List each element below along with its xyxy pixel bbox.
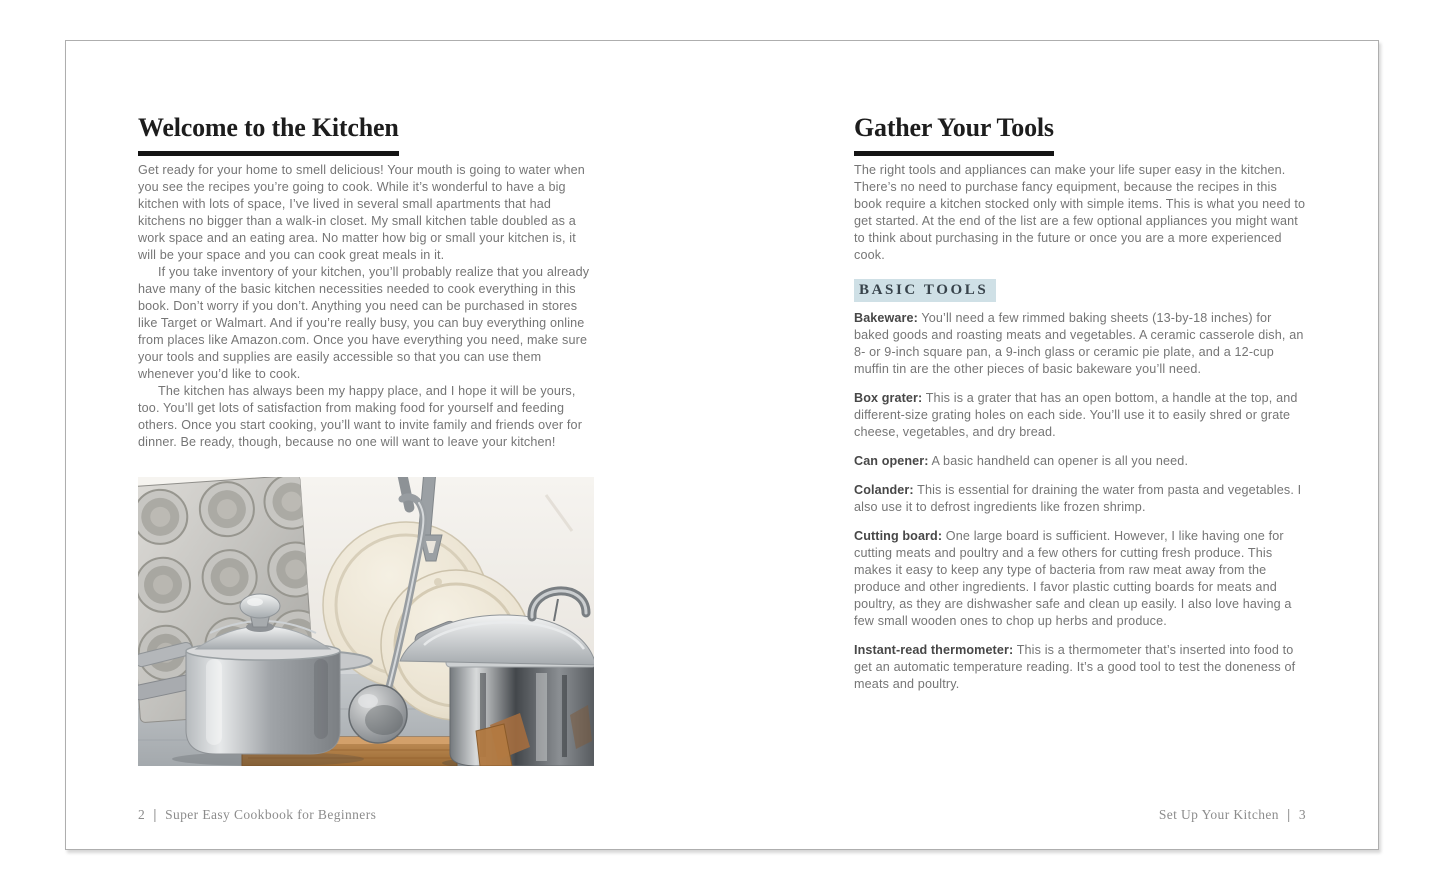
tool-description: This is a thermometer that’s inserted into food to get an automatic temperature reading. It’s a good tool to test the doneness of meats and poultry.	[854, 642, 1296, 691]
footer-left	[138, 807, 376, 823]
tool-description: A basic handheld can opener is all you need.	[931, 453, 1189, 468]
cookware-photo	[138, 477, 594, 766]
tool-description: This is essential for draining the water from pasta and vegetables. I also use it to defrost ingredients like frozen shrimp.	[854, 482, 1302, 514]
tool-label: Box grater:	[854, 390, 923, 405]
tool-description: You’ll need a few rimmed baking sheets (13-by-18 inches) for baked goods and roasting meats and vegetables. A ceramic casserole dish, an 8- or 9-inch square pan, a 9-inch glass or ceramic pie plate, and a 12-cup muffin tin are the other pieces of basic bakeware you’ll need.	[854, 310, 1304, 376]
page-number-right: 3	[1298, 807, 1306, 822]
book-spread	[65, 40, 1379, 850]
paragraph-intro: Get ready for your home to smell delicious! Your mouth is going to water when you see the recipes you’re going to cook. While it’s wonderful to have a big kitchen with lots of space, I’ve lived in several small apartments that had kitchens no bigger than a walk-in closet. My small kitchen table doubled as a work space and an eating area. No matter how big or small your kitchen is, it will be your space and you can cook great meals in it.	[138, 162, 585, 262]
page-title-left: Welcome to the Kitchen	[138, 113, 399, 156]
tool-label: Cutting board:	[854, 528, 943, 543]
page-left	[138, 113, 594, 451]
tool-item-box-grater	[854, 390, 1306, 441]
footer-divider: |	[1286, 807, 1291, 822]
tool-item-instant-read-thermometer	[854, 642, 1306, 693]
page-title-right: Gather Your Tools	[854, 113, 1054, 156]
tool-label: Instant-read thermometer:	[854, 642, 1014, 657]
chapter-title: Set Up Your Kitchen	[1158, 807, 1279, 822]
book-title: Super Easy Cookbook for Beginners	[165, 807, 377, 822]
tool-item-colander	[854, 482, 1306, 516]
page-number-left: 2	[138, 807, 146, 822]
paragraph-tools-intro: The right tools and appliances can make your life super easy in the kitchen. There’s no need to purchase fancy equipment, because the recipes in this book require a kitchen stocked only with simple items. This is what you need to get started. At the end of the list are a few optional appliances you might want to think about purchasing in the future or once you are a more experienced cook.	[854, 162, 1306, 262]
tool-item-cutting-board	[854, 528, 1306, 630]
tool-item-can-opener	[854, 453, 1306, 470]
footer-divider: |	[153, 807, 158, 822]
paragraph-inventory: If you take inventory of your kitchen, you’ll probably realize that you already have many of the basic kitchen necessities needed to cook everything in this book. Don’t worry if you don’t. Anything you need can be purchased in stores like Target or Walmart. And if you’re really busy, you can buy everything online from places like Amazon.com. Once you have everything you need, make sure your tools and supplies are easily accessible so that you can use them whenever you’d like to cook.	[138, 264, 590, 381]
tool-label: Bakeware:	[854, 310, 918, 325]
tool-label: Colander:	[854, 482, 914, 497]
tool-label: Can opener:	[854, 453, 929, 468]
tool-description: One large board is sufficient. However, I like having one for cutting meats and poultry and a few others for cutting fresh produce. This makes it easy to keep any type of bacteria from raw meat away from the produce and other ingredients. I favor plastic cutting boards for meats and poultry, as they are dishwasher safe and clean up easily. I also love having a few small wooden ones to chop up herbs and produce.	[854, 528, 1292, 628]
tool-description: This is a grater that has an open bottom, a handle at the top, and different-size grating holes on each side. You’ll use it to easily shred or grate cheese, vegetables, and dry bread.	[854, 390, 1298, 439]
footer-right	[854, 807, 1306, 823]
paragraph-happy-place: The kitchen has always been my happy place, and I hope it will be yours, too. You’ll get lots of satisfaction from making food for yourself and feeding others. Once you start cooking, you’ll want to invite family and friends over for dinner. Be ready, though, because no one will want to leave your kitchen!	[138, 383, 583, 449]
section-heading-basic-tools: BASIC TOOLS	[854, 279, 996, 302]
tool-item-bakeware	[854, 310, 1306, 378]
page-right	[854, 113, 1306, 693]
